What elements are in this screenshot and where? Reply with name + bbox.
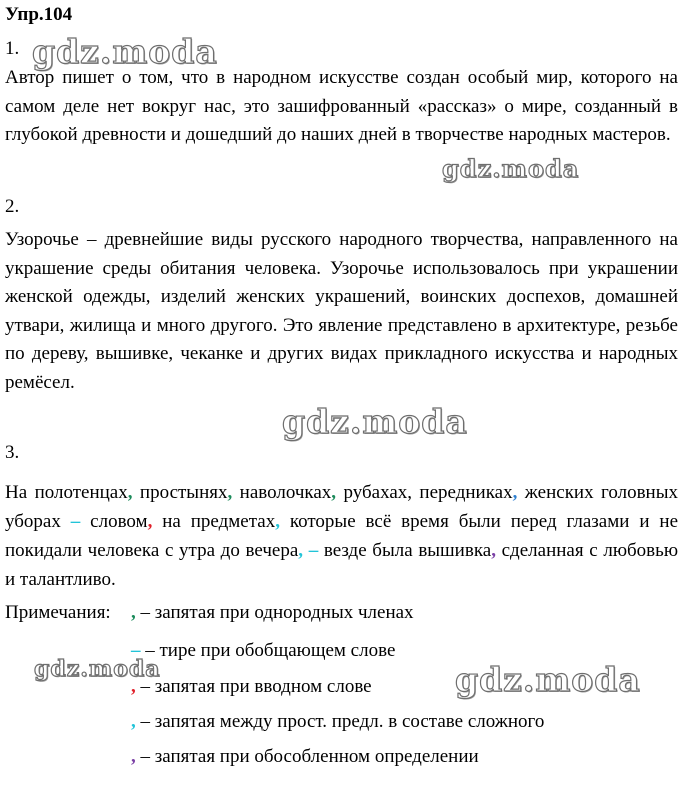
text-segment: словом (80, 511, 148, 532)
punct-comma-complex: , (275, 511, 280, 532)
note-mark: , (131, 711, 136, 732)
note-text: – запятая между прост. предл. в составе сложного (135, 711, 545, 732)
text-segment: наволочках (232, 482, 332, 503)
watermark: gdz.moda (282, 402, 468, 441)
watermark: gdz.moda (442, 154, 580, 183)
punct-dash-generalizing: – (70, 511, 81, 532)
watermark: gdz.moda (32, 32, 218, 71)
note-mark: , (131, 746, 136, 767)
note-text: – тире при обобщающем слове (140, 640, 396, 661)
text-segment: простынях (132, 482, 228, 503)
punct-dash-generalizing: – (308, 540, 319, 561)
note-item (131, 602, 414, 624)
note-mark: , (131, 602, 136, 623)
note-item (131, 746, 479, 768)
section-text-2: Узорочье – древнейшие виды русского народного творчества, направленного на украшение среды обитания человека. Узорочье использовалось при украшении женской одежды, изделий женских украшений, воинских доспехов, домашней утвари, жилища и много другого. Это явление представлено в архитектуре, резьбе по дереву, вышивке, чеканке и других видах прикладного искусства и народных ремёсел. (5, 229, 678, 393)
text-segment: На полотенцах (5, 482, 128, 503)
note-item (131, 676, 372, 698)
section-text-1: Автор пишет о том, что в народном искусстве создан особый мир, которого на самом деле нет вокруг нас, это зашифрованный «рассказ» о мире, созданный в глубокой древности и дошедший до наших дней в творчестве народных мастеров. (5, 67, 678, 145)
punct-comma-isolated: , (491, 540, 496, 561)
note-mark: – (131, 640, 141, 661)
section-number-2: 2. (5, 196, 20, 217)
text-segment: рубахах, передниках (336, 482, 513, 503)
punct-comma-homogeneous: , (512, 482, 518, 503)
text-segment: везде была вышивка (318, 540, 492, 561)
watermark: gdz.moda (34, 656, 161, 682)
text-segment: на предметах (152, 511, 276, 532)
section-text-3 (5, 478, 678, 594)
note-text: – запятая при вводном слове (135, 676, 372, 697)
note-item (131, 711, 544, 733)
section-number-3: 3. (5, 442, 20, 463)
notes-heading: Примечания: (5, 602, 111, 623)
punct-comma-homogeneous: , (227, 482, 233, 503)
punct-comma-homogeneous: , (127, 482, 133, 503)
punct-comma-introductory: , (147, 511, 153, 532)
text-segment: сделанная с любовью и талантливо. (5, 540, 679, 590)
note-item (131, 640, 395, 662)
exercise-title: Упр.104 (5, 4, 73, 25)
watermark: gdz.moda (455, 660, 641, 699)
note-text: – запятая при однородных членах (135, 602, 414, 623)
punct-comma-complex: , (298, 540, 304, 561)
section-number-1: 1. (5, 38, 20, 59)
text-segment: которые всё время были перед глазами и не покидали человека с утра до вечера (5, 511, 679, 561)
text-segment: женских головных уборах (5, 482, 678, 532)
punct-comma-homogeneous: , (331, 482, 337, 503)
note-mark: , (131, 676, 136, 697)
note-text: – запятая при обособленном определении (135, 746, 479, 767)
